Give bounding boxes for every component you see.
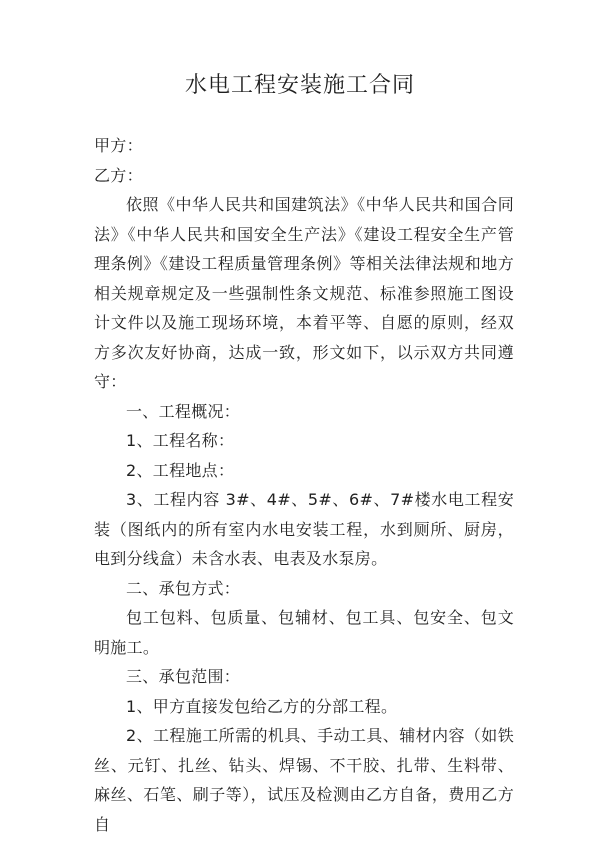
- party-b-line: 乙方：: [94, 165, 143, 185]
- document-title: 水电工程安装施工合同: [184, 73, 415, 98]
- document-body: [94, 131, 514, 839]
- section-1-item-3: 3、工程内容 3#、4#、5#、6#、7#楼水电工程安装（图纸内的所有室内水电安装工程，水到厕所、厨房，电到分线盒）未含水表、电表及水泵房。: [94, 490, 514, 568]
- section-2-heading: 二、承包方式：: [126, 578, 241, 598]
- section-1-item-1: 1、工程名称：: [126, 431, 235, 450]
- section-3-heading: 三、承包范围：: [126, 667, 241, 686]
- section-1-item-2: 2、工程地点：: [126, 460, 235, 480]
- party-a-line: 甲方：: [94, 136, 143, 155]
- section-1-heading: 一、工程概况：: [126, 401, 241, 421]
- section-2-body: 包工包料、包质量、包辅材、包工具、包安全、包文明施工。: [94, 608, 514, 657]
- section-3-item-2: 2、工程施工所需的机具、手动工具、辅材内容（如铁丝、元钉、扎丝、钻头、焊锡、不干胶、扎带、生料带、麻丝、石笔、刷子等），试压及检测由乙方自备，费用乙方自: [94, 726, 514, 834]
- preamble-paragraph: 依照《中华人民共和国建筑法》《中华人民共和国合同法》《中华人民共和国安全生产法》《建设工程安全生产管理条例》《建设工程质量管理条例》等相关法律法规和地方相关规章规定及一些强制性条文规范、标准参照施工图设计文件以及施工现场环境，本着平等、自愿的原则，经双方多次友好协商，达成一致，形文如下，以示双方共同遵守：: [94, 195, 514, 391]
- section-3-item-1: 1、甲方直接发包给乙方的分部工程。: [126, 696, 398, 716]
